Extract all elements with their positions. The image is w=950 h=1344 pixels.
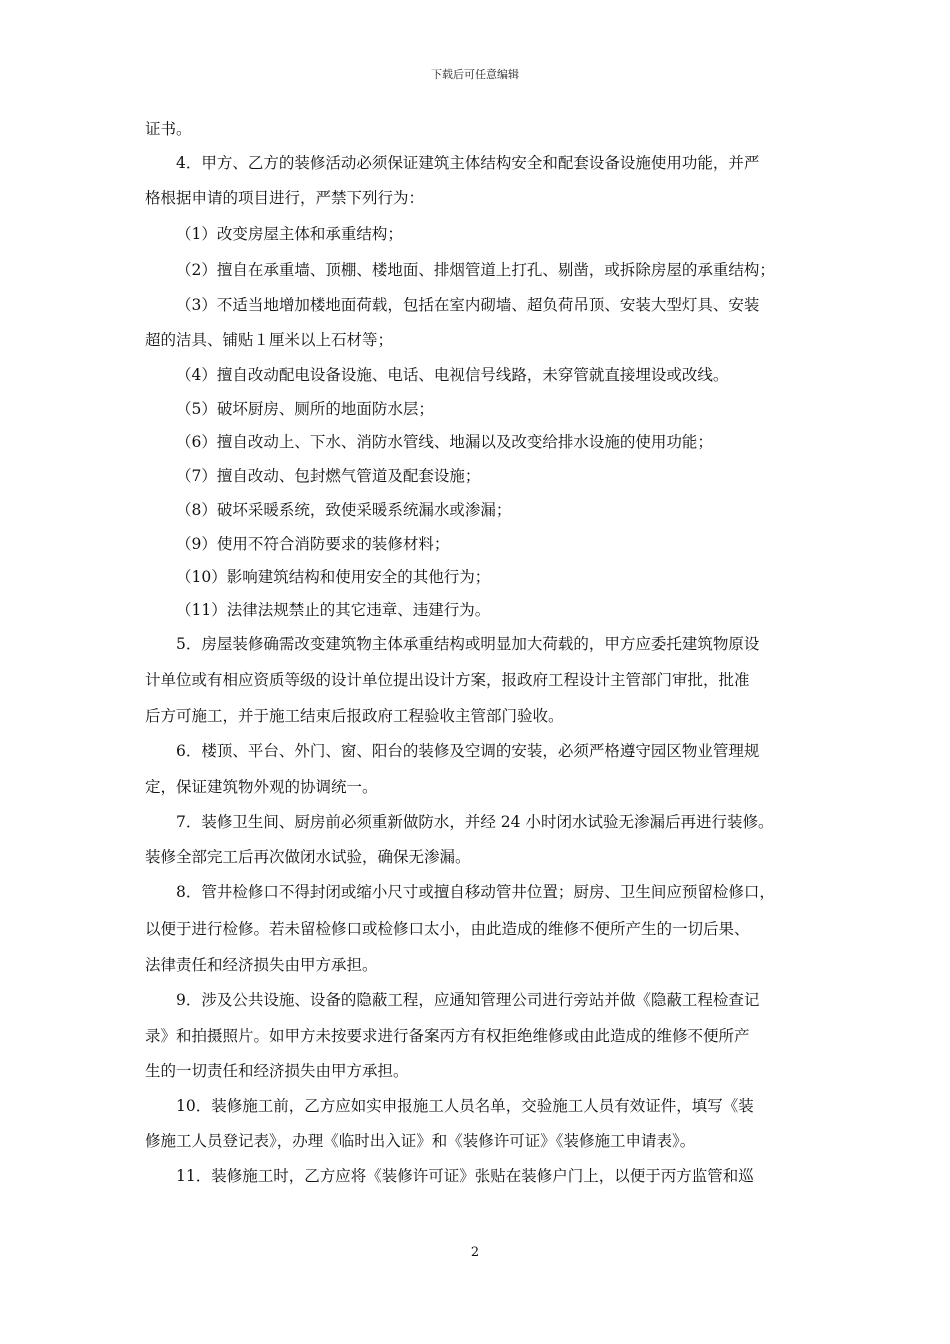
text-line: （8）破坏采暖系统，致使采暖系统漏水或渗漏； bbox=[176, 501, 512, 519]
text-line: （1）改变房屋主体和承重结构； bbox=[176, 225, 403, 243]
text-line: 超的洁具、铺贴１厘米以上石材等； bbox=[145, 331, 394, 349]
text-line: 6．楼顶、平台、外门、窗、阳台的装修及空调的安装，必须严格遵守园区物业管理规 bbox=[176, 742, 760, 760]
text-line: 证书。 bbox=[145, 120, 192, 138]
text-line: （2）擅自在承重墙、顶棚、楼地面、排烟管道上打孔、剔凿，或拆除房屋的承重结构； bbox=[176, 261, 775, 279]
text-line: 后方可施工，并于施工结束后报政府工程验收主管部门验收。 bbox=[145, 707, 564, 725]
text-line: （7）擅自改动、包封燃气管道及配套设施； bbox=[176, 467, 481, 485]
text-line: 录》和拍摄照片。如甲方未按要求进行备案丙方有权拒绝维修或由此造成的维修不便所产 bbox=[145, 1027, 750, 1045]
text-line: （10）影响建筑结构和使用安全的其他行为； bbox=[176, 568, 491, 586]
text-line: 9．涉及公共设施、设备的隐蔽工程，应通知管理公司进行旁站并做《隐蔽工程检查记 bbox=[176, 991, 760, 1009]
page-header: 下载后可任意编辑 bbox=[431, 68, 519, 81]
text-line: 7．装修卫生间、厨房前必须重新做防水，并经 24 小时闭水试验无渗漏后再进行装修。 bbox=[176, 813, 774, 831]
text-line: 11．装修施工时，乙方应将《装修许可证》张贴在装修户门上，以便于丙方监管和巡 bbox=[176, 1167, 754, 1185]
text-line: （11）法律法规禁止的其它违章、违建行为。 bbox=[176, 601, 491, 619]
text-line: 修施工人员登记表》，办理《临时出入证》和《装修许可证》《装修施工申请表》。 bbox=[145, 1132, 696, 1150]
text-line: （5）破坏厨房、厕所的地面防水层； bbox=[176, 400, 434, 418]
text-line: 5．房屋装修确需改变建筑物主体承重结构或明显加大荷载的，甲方应委托建筑物原设 bbox=[176, 635, 760, 653]
text-line: 10．装修施工前，乙方应如实申报施工人员名单，交验施工人员有效证件，填写《装 bbox=[176, 1097, 754, 1115]
text-line: 8．管井检修口不得封闭或缩小尺寸或擅自移动管井位置；厨房、卫生间应预留检修口， bbox=[176, 883, 775, 901]
text-line: （9）使用不符合消防要求的装修材料； bbox=[176, 535, 450, 553]
text-line: 4．甲方、乙方的装修活动必须保证建筑主体结构安全和配套设备设施使用功能，并严 bbox=[176, 154, 760, 172]
page-number: 2 bbox=[470, 1245, 480, 1260]
text-line: 计单位或有相应资质等级的设计单位提出设计方案，报政府工程设计主管部门审批，批准 bbox=[145, 671, 750, 689]
text-line: （6）擅自改动上、下水、消防水管线、地漏以及改变给排水设施的使用功能； bbox=[176, 433, 713, 451]
text-line: 生的一切责任和经济损失由甲方承担。 bbox=[145, 1062, 409, 1080]
text-line: 法律责任和经济损失由甲方承担。 bbox=[145, 956, 378, 974]
text-line: （4）擅自改动配电设备设施、电话、电视信号线路，未穿管就直接埋设或改线。 bbox=[176, 366, 729, 384]
text-line: 装修全部完工后再次做闭水试验，确保无渗漏。 bbox=[145, 848, 471, 866]
text-line: 以便于进行检修。若未留检修口或检修口太小，由此造成的维修不便所产生的一切后果、 bbox=[145, 920, 750, 938]
text-line: （3）不适当地增加楼地面荷载，包括在室内砌墙、超负荷吊顶、安装大型灯具、安装 bbox=[176, 296, 760, 314]
text-line: 格根据申请的项目进行，严禁下列行为： bbox=[145, 189, 425, 207]
text-line: 定，保证建筑物外观的协调统一。 bbox=[145, 778, 378, 796]
